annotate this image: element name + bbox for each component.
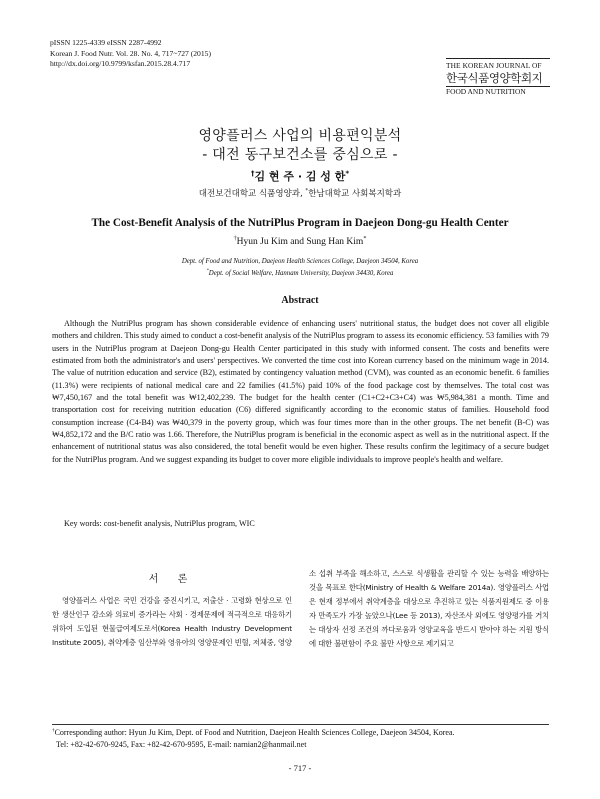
footnote-line1: [52, 727, 552, 739]
affiliation-korean-2: 한남대학교 사회복지학과: [308, 189, 402, 199]
corresponding-mark: †: [250, 168, 255, 178]
citation-header: [50, 38, 211, 70]
body-right-paragraph: 소 섭취 부족을 해소하고, 스스로 식생활을 관리할 수 있는 능력을 배양하는 것을 목표로 한다(Ministry of Health & Welfare 2014a). 영양플러스 사업은 현재 정부에서 취약계층을 대상으로 추진하고 있는 식품지원제도 중 이용자 만족도가 가장 높았으나(Lee 등 2013), 자산조사 외에도 영양평가를 거치는 대상자 선정 조건의 까다로움과 영양교육을 반드시 받아야 하는 지원 방식에 대한 불편함이 주요 불만 사항으로 제기되고: [309, 569, 549, 649]
affiliation-korean-mark: *: [305, 188, 309, 195]
authors-korean: [0, 168, 600, 184]
affiliation-english-2-text: Dept. of Social Welfare, Hannam University, Daejeon 34430, Korea: [208, 270, 394, 277]
journal-citation-line: Korean J. Food Nutr. Vol. 28. No. 4, 717~727 (2015): [50, 48, 211, 58]
section-heading-introduction: 서 론: [148, 574, 196, 585]
affiliation-mark: *: [345, 168, 350, 178]
body-column-right: [309, 567, 549, 652]
affiliation-english-mark: *: [206, 267, 209, 273]
authors-english: [0, 237, 600, 247]
doi-link[interactable]: http://dx.doi.org/10.9799/ksfan.2015.28.4.717: [50, 59, 191, 68]
affiliation-korean: [0, 187, 600, 199]
abstract-text: Although the NutriPlus program has shown considerable evidence of enhancing users' nutritional status, the budget does not cover all eligible mothers and children. This study aimed to conduct a cost-benefit analysis of the NutriPlus program to assess its economic efficiency. 53 families with 79 users in the NutriPlus program at Daejeon Dong-gu Health Center participated in this study with informed consent. The costs and benefits were estimated from both the administrator's and users' perspectives. We converted the time cost into Korean currency based on the minimum wage in 2014. The value of nutrition education and service (B2), estimated by contingency valuation method (CVM), was counted as an economic benefit. 6 families (11.3%) were recipients of national medical care and 22 families (41.5%) paid 10% of the food package cost by themselves. The total cost was ₩7,450,167 and the total benefit was ₩12,402,239. The budget for the health center (C1+C2+C3+C4) was ₩5,984,381 a month. Time and transportation cost for receiving nutrition education (C6) differed significantly according to the economic status of families. Household food consumption increase (C4-B4) was ₩40,379 in the poverty group, which was four times more than in the other groups. The net benefit (B-C) was ₩4,852,172 and the B/C ratio was 1.66. Therefore, the NutriPlus program is beneficial in the economic aspect as well as in the nutritional aspect. If the enhancement of nutritional status was also considered, the total benefit would be even higher. These results confirm the legitimacy of a secure budget for the NutriPlus program. And we suggest expanding its budget to cover more eligible individuals to improve people's health and welfare.: [52, 319, 549, 464]
authors-english-names: Hyun Ju Kim and Sung Han Kim: [236, 237, 364, 247]
title-english: The Cost-Benefit Analysis of the NutriPlus Program in Daejeon Dong-gu Health Center: [91, 217, 509, 229]
abstract-heading: Abstract: [281, 295, 319, 306]
journal-name-en-bottom: FOOD AND NUTRITION: [446, 87, 526, 96]
authors-korean-names: 김 현 주 · 김 성 한: [254, 170, 346, 183]
footnote-line1-text: Corresponding author: Hyun Ju Kim, Dept. of Food and Nutrition, Daejeon Health Sciences College, Daejeon 34504, Korea.: [54, 728, 455, 737]
page-number: - 717 -: [288, 763, 312, 773]
footnote: [52, 727, 552, 750]
body-column-left: [52, 594, 292, 650]
journal-name-ko: 한국식품영양학회지: [446, 71, 543, 85]
journal-top-rule: [446, 58, 550, 59]
affiliation-korean-1: 대전보건대학교 식품영양과,: [198, 189, 306, 199]
affiliation-english-1: Dept. of Food and Nutrition, Daejeon Health Sciences College, Daejeon 34504, Korea: [181, 258, 419, 265]
journal-logo-box: [446, 58, 550, 96]
footnote-line2: Tel: +82-42-670-9245, Fax: +82-42-670-9595, E-mail: narnian2@hanmail.net: [56, 739, 307, 749]
footnote-mark: †: [52, 727, 55, 734]
keywords: Key words: cost-benefit analysis, NutriPlus program, WIC: [64, 519, 255, 528]
title-korean-line1: 영양플러스 사업의 비용편익분석: [198, 128, 402, 144]
body-left-paragraph: 영양플러스 사업은 국민 건강을 증진시키고, 저출산 · 고령화 현상으로 인한 생산인구 감소와 의료비 증가라는 사회 · 경제문제에 적극적으로 대응하기 위하여 도입된 현물급여제도로서(Korea Health Industry Development Institute 2005), 취약계층 임산부와 영유아의 영양문제인 빈혈, 저체중, 영양: [52, 596, 292, 648]
abstract-body: [52, 318, 549, 466]
title-korean-line2: - 대전 동구보건소를 중심으로 -: [202, 147, 398, 163]
corresponding-mark-en: †: [233, 235, 237, 242]
issn-line: pISSN 1225-4339 eISSN 2287-4992: [50, 38, 162, 47]
journal-name-en-top: THE KOREAN JOURNAL OF: [446, 61, 542, 70]
affiliation-english-2: [0, 268, 600, 279]
affiliation-mark-en: *: [363, 235, 367, 242]
footnote-rule: [52, 724, 549, 725]
